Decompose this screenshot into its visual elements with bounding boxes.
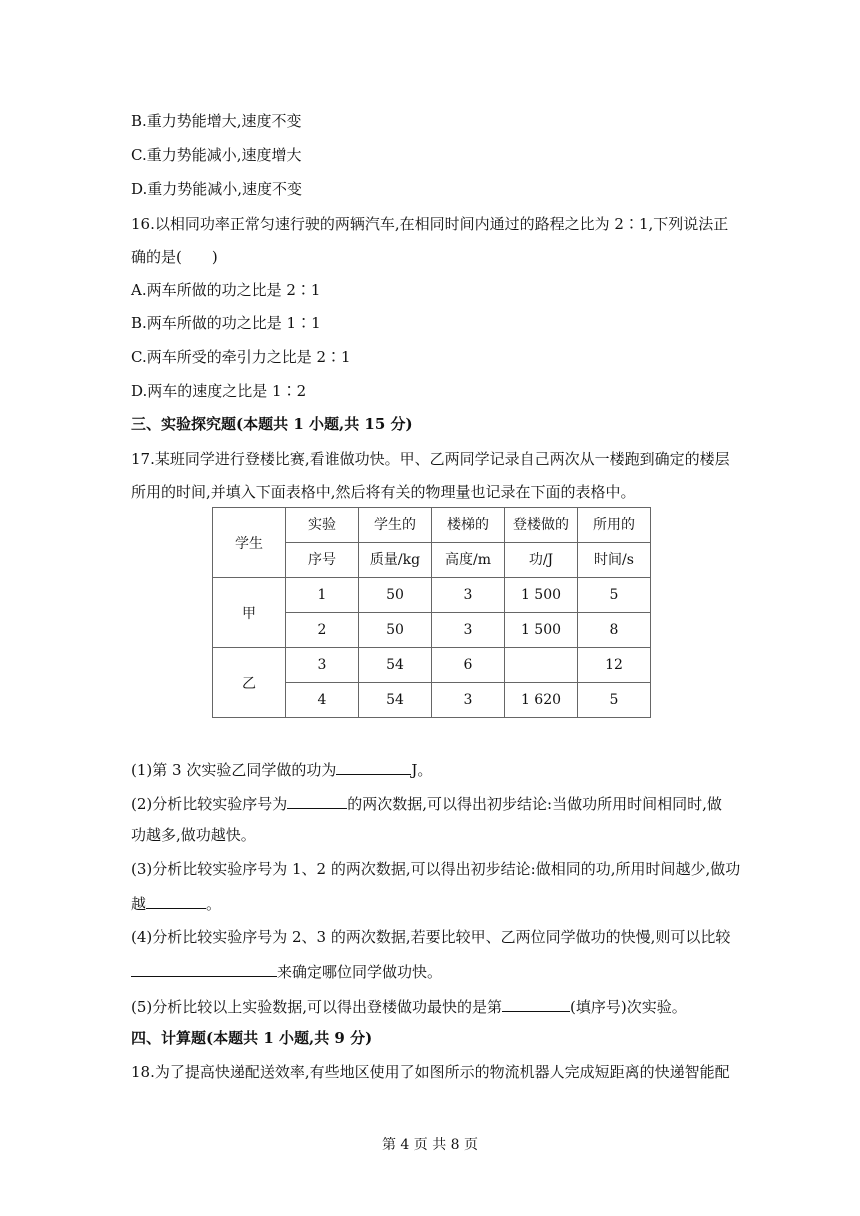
table-cell: 3 [286, 648, 359, 683]
answer-blank[interactable] [287, 792, 347, 809]
table-header-mass-bottom: 质量/kg [359, 543, 432, 578]
q16-stem-line1: 16.以相同功率正常匀速行驶的两辆汽车,在相同时间内通过的路程之比为 2∶1,下列说法正 [131, 215, 729, 233]
q16-option-c: C.两车所受的牵引力之比是 2∶1 [131, 348, 351, 366]
table-header-trial-bottom: 序号 [286, 543, 359, 578]
table-row [213, 578, 651, 613]
table-cell: 54 [359, 683, 432, 718]
q15-option-b: B.重力势能增大,速度不变 [131, 112, 302, 130]
table-header-work-bottom: 功/J [505, 543, 578, 578]
answer-blank[interactable] [146, 892, 206, 909]
q17-sub4-line1: (4)分析比较实验序号为 2、3 的两次数据,若要比较甲、乙两位同学做功的快慢,则可以比较 [131, 928, 731, 946]
table-cell: 5 [578, 683, 651, 718]
table-header-student: 学生 [213, 508, 286, 578]
q17-sub2-line2: 功越多,做功越快。 [131, 826, 256, 844]
table-cell: 8 [578, 613, 651, 648]
answer-blank[interactable] [131, 960, 277, 977]
q16-option-d: D.两车的速度之比是 1∶2 [131, 382, 307, 400]
table-cell: 1 620 [505, 683, 578, 718]
table-cell: 5 [578, 578, 651, 613]
table-cell: 4 [286, 683, 359, 718]
section3-title: 三、实验探究题(本题共 1 小题,共 15 分) [131, 415, 413, 433]
table-cell-student-jia: 甲 [213, 578, 286, 648]
q17-sub5: (5)分析比较以上实验数据,可以得出登楼做功最快的是第 (填序号)次实验。 [131, 995, 687, 1017]
table-cell: 3 [432, 613, 505, 648]
q17-stem-line2: 所用的时间,并填入下面表格中,然后将有关的物理量也记录在下面的表格中。 [131, 483, 636, 501]
q17-sub1: (1)第 3 次实验乙同学做的功为 J。 [131, 758, 432, 780]
table-cell: 1 500 [505, 578, 578, 613]
table-cell: 54 [359, 648, 432, 683]
table-cell-student-yi: 乙 [213, 648, 286, 718]
table-header-time-bottom: 时间/s [578, 543, 651, 578]
table-row [213, 648, 651, 683]
q15-option-c: C.重力势能减小,速度增大 [131, 146, 302, 164]
q16-stem-line2: 确的是( ) [131, 248, 218, 266]
q17-stem-line1: 17.某班同学进行登楼比赛,看谁做功快。甲、乙两同学记录自己两次从一楼跑到确定的楼层 [131, 450, 730, 468]
page-footer: 第 4 页 共 8 页 [381, 1137, 479, 1153]
table-cell: 50 [359, 613, 432, 648]
q15-option-d: D.重力势能减小,速度不变 [131, 180, 303, 198]
table-cell: 3 [432, 683, 505, 718]
q17-sub4-line2: 来确定哪位同学做功快。 [131, 960, 442, 982]
table-cell: 12 [578, 648, 651, 683]
q17-sub3-line1: (3)分析比较实验序号为 1、2 的两次数据,可以得出初步结论:做相同的功,所用时间越少,做功 [131, 860, 741, 878]
answer-blank[interactable] [336, 758, 411, 775]
q17-sub3-line2: 越 。 [131, 892, 221, 914]
table-cell: 1 [286, 578, 359, 613]
table-cell: 3 [432, 578, 505, 613]
section4-title: 四、计算题(本题共 1 小题,共 9 分) [131, 1029, 373, 1047]
table-cell: 50 [359, 578, 432, 613]
table-header-work-top: 登楼做的 [505, 508, 578, 543]
table-cell: 2 [286, 613, 359, 648]
table-header-mass-top: 学生的 [359, 508, 432, 543]
table-cell: 6 [432, 648, 505, 683]
experiment-table [212, 507, 651, 718]
q16-option-b: B.两车所做的功之比是 1∶1 [131, 314, 321, 332]
table-header-trial-top: 实验 [286, 508, 359, 543]
q18-stem-line1: 18.为了提高快递配送效率,有些地区使用了如图所示的物流机器人完成短距离的快递智能配 [131, 1063, 730, 1081]
table-header-time-top: 所用的 [578, 508, 651, 543]
table-header-height-bottom: 高度/m [432, 543, 505, 578]
q17-sub2: (2)分析比较实验序号为 的两次数据,可以得出初步结论:当做功所用时间相同时,做 [131, 792, 722, 814]
table-cell [505, 648, 578, 683]
table-header-height-top: 楼梯的 [432, 508, 505, 543]
answer-blank[interactable] [502, 995, 570, 1012]
q16-option-a: A.两车所做的功之比是 2∶1 [131, 281, 321, 299]
table-cell: 1 500 [505, 613, 578, 648]
